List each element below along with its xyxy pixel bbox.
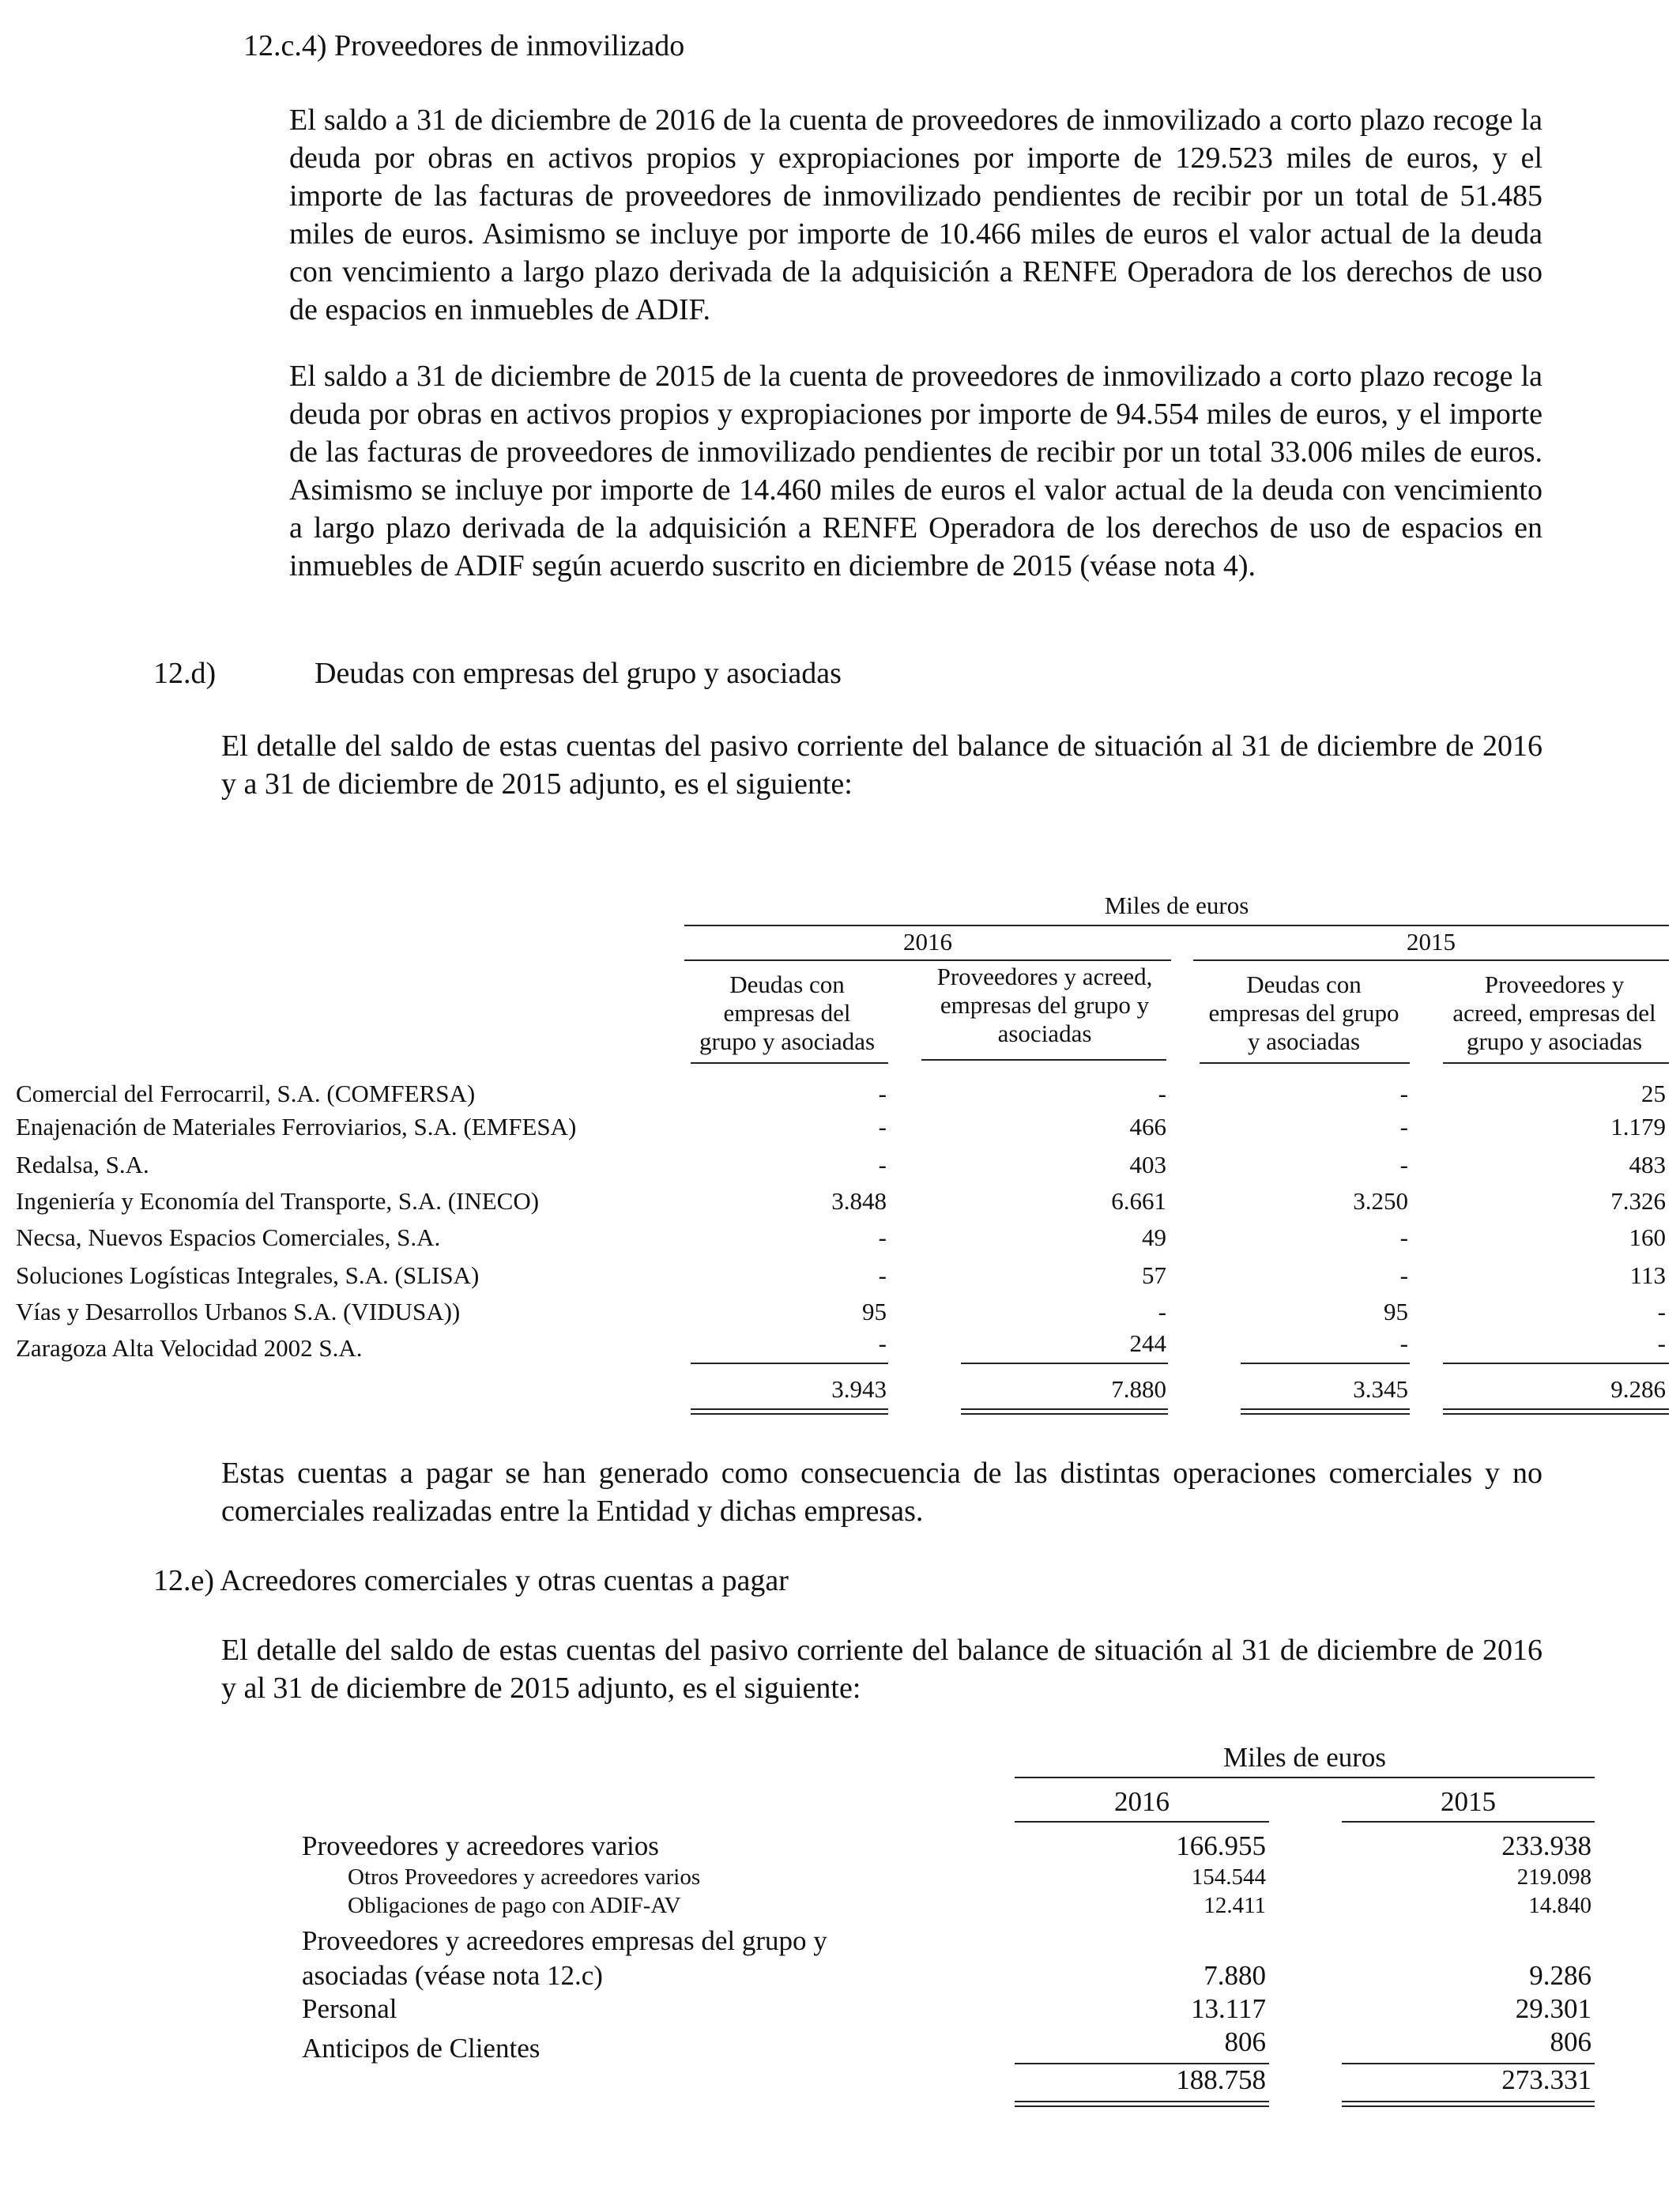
row-value: -	[1399, 1329, 1408, 1357]
subtotal-rule	[961, 1363, 1168, 1364]
row-label: Vías y Desarrollos Urbanos S.A. (VIDUSA))	[16, 1298, 461, 1325]
total-double-rule	[1443, 1408, 1669, 1415]
row-value: -	[878, 1223, 887, 1251]
closing-12d	[221, 1454, 1543, 1530]
row-value: 9.286	[1529, 1960, 1591, 1991]
row-value: -	[1158, 1080, 1166, 1107]
year-2016-rule	[1015, 1821, 1269, 1823]
row-value: 483	[1629, 1151, 1666, 1178]
year-2016-header: 2016	[903, 928, 952, 956]
row-value: -	[878, 1329, 887, 1357]
row-label: Redalsa, S.A.	[16, 1151, 149, 1178]
row-value: 466	[1129, 1113, 1166, 1140]
total-double-rule	[691, 1408, 888, 1415]
row-label: Comercial del Ferrocarril, S.A. (COMFERSA)	[16, 1080, 476, 1107]
year-2015-rule	[1342, 1821, 1595, 1823]
intro-12d-text: El detalle del saldo de estas cuentas del pasivo corriente del balance de situación al 31 de diciembre de 2016 y a 31 de diciembre de 2015 adjunto, es el siguiente:	[221, 729, 1543, 801]
row-label: Proveedores y acreedores varios	[302, 1830, 659, 1861]
col-header-1-line: grupo y asociadas	[699, 1027, 876, 1055]
row-value: 29.301	[1515, 1993, 1591, 2024]
table-rule	[684, 925, 1669, 926]
table-unit-label: Miles de euros	[1104, 892, 1249, 919]
col-header-4-line: grupo y asociadas	[1466, 1027, 1643, 1055]
subtotal-rule	[1443, 1363, 1669, 1364]
row-value: -	[1657, 1298, 1666, 1325]
section-title-12d: Deudas con empresas del grupo y asociadas	[315, 657, 842, 690]
row-value: 403	[1129, 1151, 1166, 1178]
col-header-3-line: y asociadas	[1247, 1027, 1361, 1055]
col-header-3-rule	[1200, 1062, 1410, 1064]
row-value: 3.250	[1353, 1187, 1408, 1215]
col-header-2-line: empresas del grupo y	[940, 991, 1150, 1019]
section-title-12c4: 12.c.4) Proveedores de inmovilizado	[243, 29, 685, 62]
col-header-2-line: Proveedores y acreed,	[936, 963, 1153, 990]
row-value: 25	[1641, 1080, 1666, 1107]
total-value: 7.880	[1111, 1375, 1166, 1403]
row-label: Soluciones Logísticas Integrales, S.A. (SLISA)	[16, 1261, 480, 1289]
row-value: 1.179	[1610, 1113, 1666, 1140]
col-header-2-line: asociadas	[997, 1020, 1092, 1047]
intro-12e-text: El detalle del saldo de estas cuentas del pasivo corriente del balance de situación al 31 de diciembre de 2016 y al 31 de diciembre de 2015 adjunto, es el siguiente:	[221, 1634, 1543, 1705]
row-value: 49	[1142, 1223, 1166, 1251]
col-header-1-line: Deudas con	[729, 971, 845, 998]
row-value: 113	[1629, 1261, 1666, 1289]
row-value: 7.326	[1610, 1187, 1666, 1215]
row-value: 244	[1129, 1329, 1166, 1357]
col-header-1	[684, 971, 890, 1056]
row-value: 12.411	[1203, 1893, 1266, 1918]
paragraph-2016	[289, 101, 1543, 329]
row-label: asociadas (véase nota 12.c)	[302, 1960, 603, 1991]
row-value: -	[1158, 1298, 1166, 1325]
row-label: Personal	[302, 1993, 397, 2024]
year-2015-header: 2015	[1441, 1786, 1496, 1817]
row-value: 160	[1629, 1223, 1666, 1251]
col-header-3-line: empresas del grupo	[1208, 999, 1399, 1027]
row-value: 806	[1224, 2026, 1266, 2057]
year-2015-rule	[1193, 959, 1669, 961]
row-label: Proveedores y acreedores empresas del grupo y	[302, 1925, 827, 1956]
col-header-1-line: empresas del	[723, 999, 851, 1027]
intro-12e	[221, 1631, 1543, 1707]
col-header-4-line: Proveedores y	[1484, 971, 1625, 998]
total-double-rule	[961, 1408, 1168, 1415]
row-value: -	[1657, 1329, 1666, 1357]
col-header-2-rule	[921, 1059, 1166, 1061]
total-value: 3.943	[831, 1375, 887, 1403]
row-label: Zaragoza Alta Velocidad 2002 S.A.	[16, 1334, 363, 1362]
total-double-rule	[1342, 2101, 1595, 2107]
total-double-rule	[1015, 2101, 1269, 2107]
row-label: Otros Proveedores y acreedores varios	[348, 1864, 701, 1890]
year-2016-rule	[684, 959, 1171, 961]
row-label: Anticipos de Clientes	[302, 2033, 541, 2064]
row-value: 233.938	[1501, 1830, 1591, 1861]
paragraph-2015	[289, 357, 1543, 585]
row-value: -	[878, 1080, 887, 1107]
col-header-4-line: acreed, empresas del	[1452, 999, 1656, 1027]
row-label: Necsa, Nuevos Espacios Comerciales, S.A.	[16, 1223, 441, 1251]
row-value: 806	[1550, 2026, 1591, 2057]
row-label: Enajenación de Materiales Ferroviarios, S.A. (EMFESA)	[16, 1113, 577, 1140]
closing-12d-text: Estas cuentas a pagar se han generado como consecuencia de las distintas operaciones comerciales y no comerciales realizadas entre la Entidad y dichas empresas.	[221, 1457, 1543, 1528]
paragraph-2016-text: El saldo a 31 de diciembre de 2016 de la cuenta de proveedores de inmovilizado a corto plazo recoge la deuda por obras en activos propios y expropiaciones por importe de 129.523 miles de euros, y el importe de las facturas de proveedores de inmovilizado pendientes de recibir por un total de 51.485 miles de euros. Asimismo se incluye por importe de 10.466 miles de euros el valor actual de la deuda con vencimiento a largo plazo derivada de la adquisición a RENFE Operadora de los derechos de uso de espacios en inmuebles de ADIF.	[289, 104, 1543, 326]
row-value: -	[878, 1113, 887, 1140]
col-header-4	[1440, 971, 1669, 1056]
paragraph-2015-text: El saldo a 31 de diciembre de 2015 de la cuenta de proveedores de inmovilizado a corto plazo recoge la deuda por obras en activos propios y expropiaciones por importe de 94.554 miles de euros, y el importe de las facturas de proveedores de inmovilizado pendientes de recibir por un total 33.006 miles de euros. Asimismo se incluye por importe de 14.460 miles de euros el valor actual de la deuda con vencimiento a largo plazo derivada de la adquisición a RENFE Operadora de los derechos de uso de espacios en inmuebles de ADIF según acuerdo suscrito en diciembre de 2015 (véase nota 4).	[289, 360, 1543, 582]
row-value: -	[1399, 1113, 1408, 1140]
col-header-1-rule	[691, 1062, 888, 1064]
row-value: -	[1399, 1223, 1408, 1251]
row-value: -	[878, 1151, 887, 1178]
total-value: 9.286	[1610, 1375, 1666, 1403]
row-value: -	[878, 1261, 887, 1289]
total-value: 273.331	[1501, 2064, 1591, 2095]
row-value: 166.955	[1176, 1830, 1266, 1861]
row-value: 95	[1384, 1298, 1408, 1325]
row-value: 7.880	[1203, 1960, 1266, 1991]
subtotal-rule	[1241, 1363, 1410, 1364]
row-value: 57	[1142, 1261, 1166, 1289]
year-2015-header: 2015	[1407, 928, 1456, 956]
row-label: Ingeniería y Economía del Transporte, S.A. (INECO)	[16, 1187, 540, 1215]
intro-12d	[221, 727, 1543, 803]
total-value: 188.758	[1176, 2064, 1266, 2095]
section-title-12e: 12.e) Acreedores comerciales y otras cuentas a pagar	[153, 1564, 789, 1597]
row-label: Obligaciones de pago con ADIF-AV	[348, 1893, 681, 1918]
year-2016-header: 2016	[1114, 1786, 1170, 1817]
total-double-rule	[1241, 1408, 1410, 1415]
section-number-12d: 12.d)	[153, 657, 217, 690]
row-value: -	[1399, 1151, 1408, 1178]
row-value: 154.544	[1191, 1864, 1266, 1890]
row-value: -	[1399, 1261, 1408, 1289]
col-header-3	[1196, 971, 1411, 1056]
row-value: 14.840	[1528, 1893, 1591, 1918]
col-header-2	[918, 963, 1171, 1048]
row-value: 3.848	[831, 1187, 887, 1215]
row-value: 95	[862, 1298, 887, 1325]
row-value: 6.661	[1111, 1187, 1166, 1215]
row-value: -	[1399, 1080, 1408, 1107]
subtotal-rule	[691, 1363, 888, 1364]
row-value: 219.098	[1516, 1864, 1591, 1890]
col-header-4-rule	[1443, 1062, 1669, 1064]
table-rule	[1015, 1777, 1595, 1778]
col-header-3-line: Deudas con	[1246, 971, 1362, 998]
table-unit-label: Miles de euros	[1222, 1742, 1387, 1773]
row-value: 13.117	[1191, 1993, 1266, 2024]
total-value: 3.345	[1353, 1375, 1408, 1403]
